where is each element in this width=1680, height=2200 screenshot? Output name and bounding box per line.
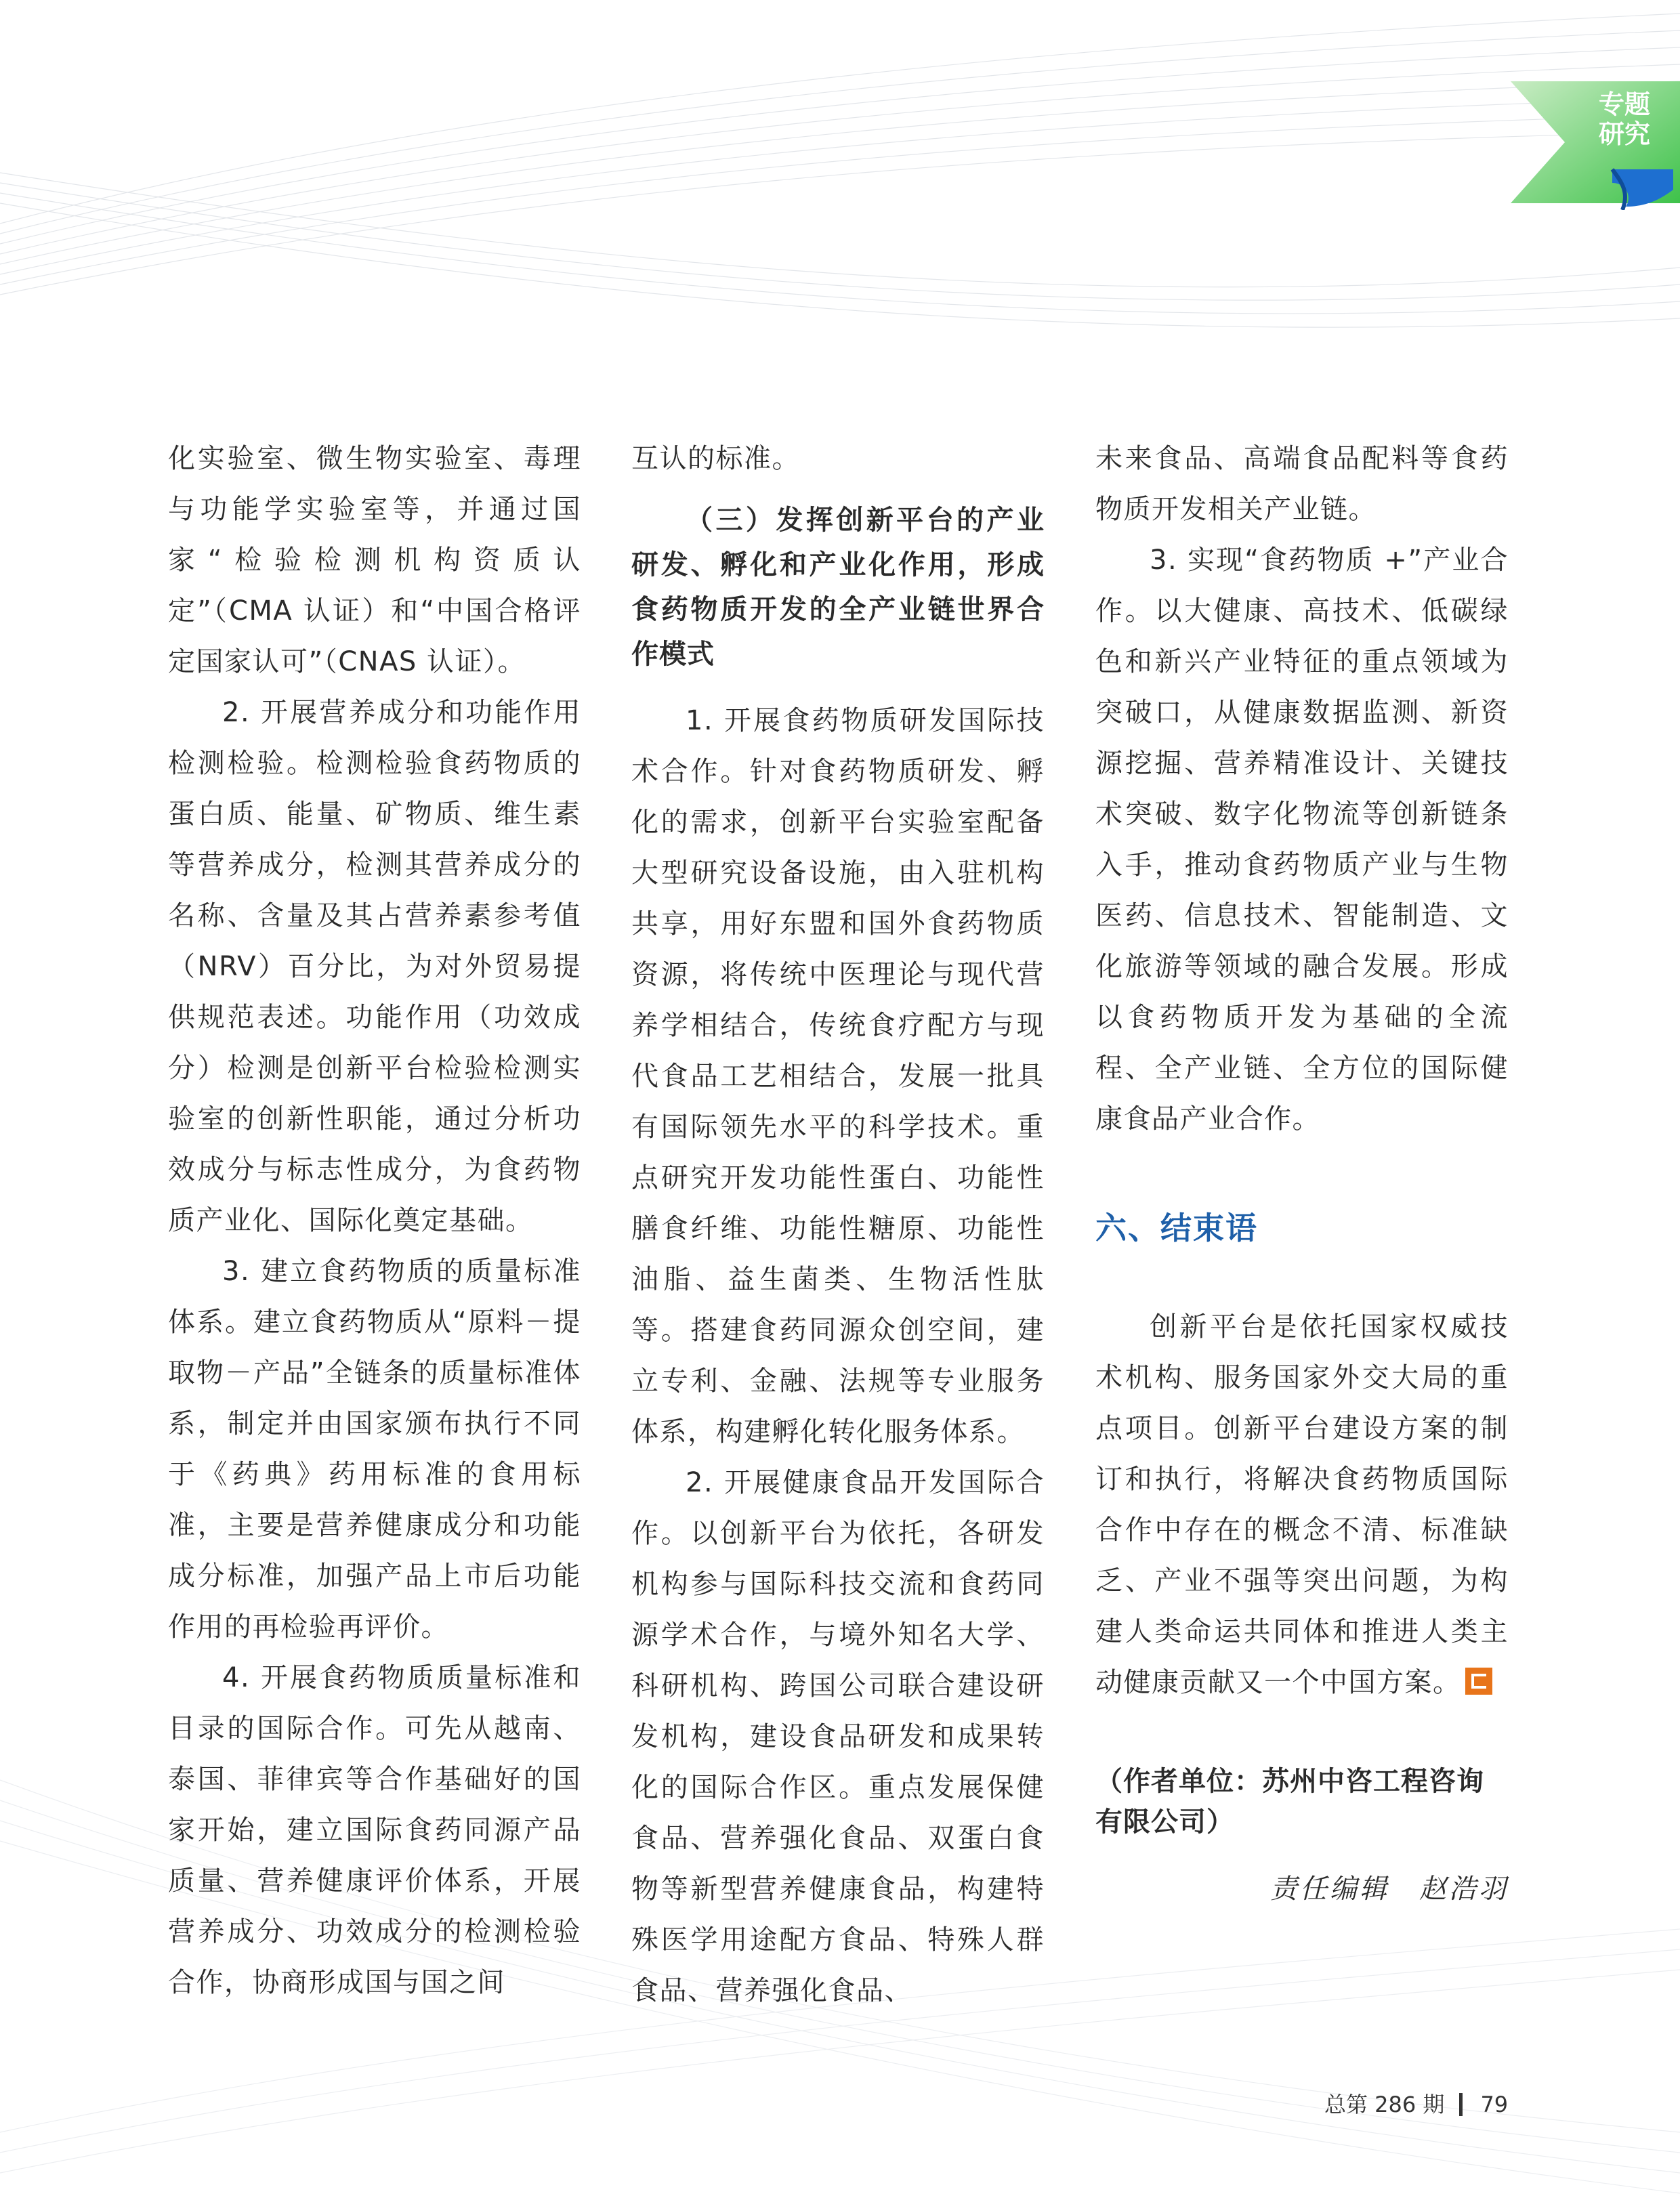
page-footer — [1324, 2088, 1528, 2119]
col2-para-2: 2. 开展健康食品开发国际合作。以创新平台为依托，各研发机构参与国际科技交流和食药同源学术合作，与境外知名大学、科研机构、跨国公司联合建设研发机构，建设食品研发和成果转化的国际合作区。重点发展保健食品、营养强化食品、双蛋白食物等新型营养健康食品，构建特殊医学用途配方食品、特殊人群食品、营养强化食品、 — [631, 1467, 1045, 2006]
page-number: 79 — [1480, 2092, 1509, 2117]
column-3 — [1095, 433, 1509, 1915]
col2-para-1: 1. 开展食药物质研发国际技术合作。针对食药物质研发、孵化的需求，创新平台实验室配备大型研究设备设施，由入驻机构共享，用好东盟和国外食药物质资源，将传统中医理论与现代营养学相结合，传统食疗配方与现代食品工艺相结合，发展一批具有国际领先水平的科学技术。重点研究开发功能性蛋白、功能性膳食纤维、功能性糖原、功能性油脂、益生菌类、生物活性肽等。搭建食药同源众创空间，建立专利、金融、法规等专业服务体系，构建孵化转化服务体系。 — [631, 705, 1045, 1447]
footer-divider — [1459, 2093, 1463, 2116]
col3-lead: 未来食品、高端食品配料等食药物质开发相关产业链。 — [1095, 443, 1509, 525]
end-mark-icon — [1465, 1668, 1492, 1695]
conclusion-text: 创新平台是依托国家权威技术机构、服务国家外交大局的重点项目。创新平台建设方案的制订和执行，将解决食药物质国际合作中存在的概念不清、标准缺乏、产业不强等突出问题，为构建人类命运共同体和推进人类主动健康贡献又一个中国方案。 — [1095, 1311, 1509, 1698]
background-wave-top — [0, 0, 1680, 379]
col1-para-4: 4. 开展食药物质质量标准和目录的国际合作。可先从越南、泰国、菲律宾等合作基础好的国家开始，建立国际食药同源产品质量、营养健康评价体系，开展营养成分、功效成分的检测检验合作，协商形成国与国之间 — [168, 1662, 581, 1998]
issue-number: 总第 286 期 — [1324, 2092, 1445, 2117]
column-1 — [168, 433, 581, 2008]
responsible-editor: 责任编辑 赵浩羽 — [1270, 1874, 1509, 1905]
col1-para-2: 2. 开展营养成分和功能作用检测检验。检测检验食药物质的蛋白质、能量、矿物质、维生素等营养成分，检测其营养成分的名称、含量及其占营养素参考值（NRV）百分比，为对外贸易提供规范表述。功能作用（功效成分）检测是创新平台检验检测实验室的创新性职能，通过分析功效成分与标志性成分，为食药物质产业化、国际化奠定基础。 — [168, 697, 581, 1236]
badge-line-2: 研究 — [1598, 119, 1650, 149]
author-affiliation: （作者单位：苏州中咨工程咨询有限公司） — [1095, 1766, 1484, 1838]
conclusion-paragraph — [1095, 1302, 1509, 1708]
col1-para-1: 化实验室、微生物实验室、毒理与功能学实验室等，并通过国家“检验检测机构资质认定”（CMA 认证）和“中国合格评定国家认可”（CNAS 认证）。 — [168, 443, 581, 677]
subsection-heading: （三）发挥创新平台的产业研发、孵化和产业化作用，形成食药物质开发的全产业链世界合作模式 — [631, 505, 1045, 670]
col3-para-3: 3. 实现“食药物质 +”产业合作。以大健康、高技术、低碳绿色和新兴产业特征的重点领域为突破口，从健康数据监测、新资源挖掘、营养精准设计、关键技术突破、数字化物流等创新链条入手，推动食药物质产业与生物医药、信息技术、智能制造、文化旅游等领域的融合发展。形成以食药物质开发为基础的全流程、全产业链、全方位的国际健康食品产业合作。 — [1095, 545, 1509, 1135]
col1-para-3: 3. 建立食药物质的质量标准体系。建立食药物质从“原料－提取物－产品”全链条的质量标准体系，制定并由国家颁布执行不同于《药典》药用标准的食用标准，主要是营养健康成分和功能成分标准，加强产品上市后功能作用的再检验再评价。 — [168, 1256, 581, 1643]
badge-label — [1584, 89, 1665, 149]
col2-lead: 互认的标准。 — [631, 443, 800, 474]
section-title: 六、结束语 — [1095, 1210, 1258, 1246]
badge-line-1: 专题 — [1598, 89, 1650, 119]
column-2 — [631, 433, 1045, 2016]
